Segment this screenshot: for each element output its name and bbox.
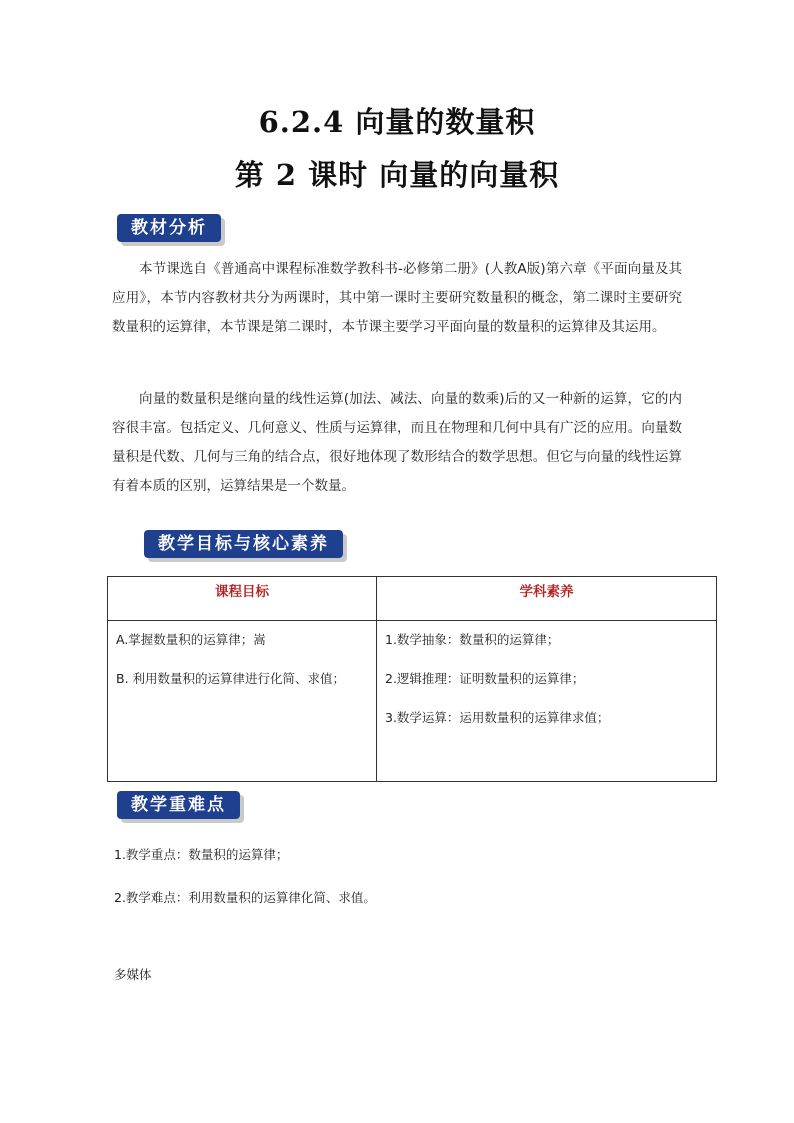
goals-table xyxy=(107,576,717,782)
goals-table-header-row xyxy=(108,577,717,621)
header-core-literacy: 学科素养 xyxy=(377,577,717,621)
analysis-paragraph-2: 向量的数量积是继向量的线性运算(加法、减法、向量的数乘)后的又一种新的运算，它的内容很丰富。包括定义、几何意义、性质与运算律，而且在物理和几何中具有广泛的应用。向量数量积是代数、几何与三角的结合点，很好地体现了数形结合的数学思想。但它与向量的线性运算有着本质的区别，运算结果是一个数量。 xyxy=(112,391,682,494)
section-heading-key-points: 教学重难点 xyxy=(117,791,240,819)
course-goal-item: A.掌握数量积的运算律；嵩 xyxy=(116,632,266,647)
analysis-paragraph-1: 本节课选自《普通高中课程标准数学教科书-必修第二册》(人教A版)第六章《平面向量及其应用》，本节内容教材共分为两课时，其中第一课时主要研究数量积的概念，第二课时主要研究数量积的运算律，本节课是第二课时，本节课主要学习平面向量的数量积的运算律及其运用。 xyxy=(112,261,682,335)
section-heading-analysis: 教材分析 xyxy=(117,214,221,242)
title-line-2: 第 2 课时 向量的向量积 xyxy=(234,158,560,192)
course-goals-cell xyxy=(108,621,377,782)
key-point-difficulty: 2.教学难点：利用数量积的运算律化简、求值。 xyxy=(114,890,376,905)
section-heading-goals: 教学目标与核心素养 xyxy=(144,530,343,558)
core-literacy-cell xyxy=(377,621,717,782)
literacy-item: 3.数学运算：运用数量积的运算律求值； xyxy=(385,710,610,725)
key-point-focus: 1.教学重点：数量积的运算律； xyxy=(114,847,289,862)
media-label: 多媒体 xyxy=(114,967,152,982)
course-goal-item: B. 利用数量积的运算律进行化简、求值； xyxy=(116,671,346,686)
literacy-item: 2.逻辑推理：证明数量积的运算律； xyxy=(385,671,585,686)
goals-table-body-row xyxy=(108,621,717,782)
title-line-1: 6.2.4 向量的数量积 xyxy=(258,105,536,139)
header-course-goals: 课程目标 xyxy=(108,577,377,621)
literacy-item: 1.数学抽象：数量积的运算律； xyxy=(385,632,560,647)
